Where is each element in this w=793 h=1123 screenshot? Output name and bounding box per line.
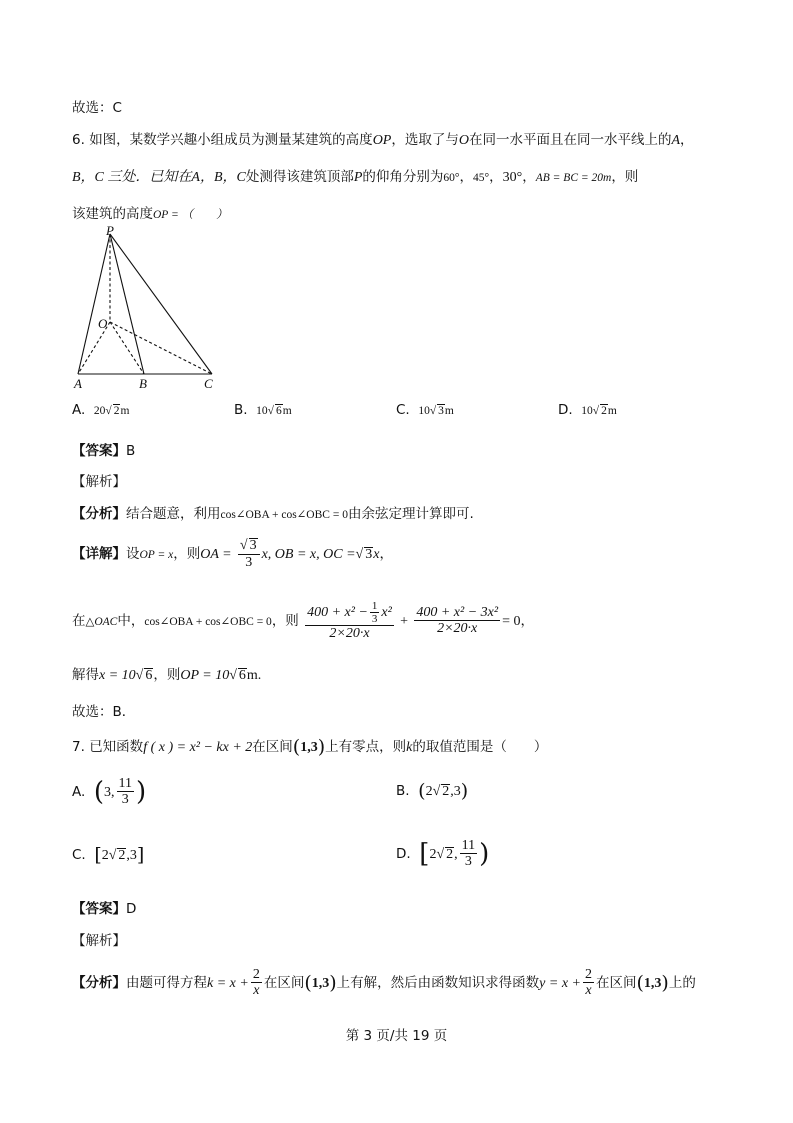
q6-number: 6. — [72, 132, 85, 148]
q7-option-d[interactable]: D. [2√ 2, $\frac{11}{3}$ ) — [396, 838, 490, 870]
q7-option-a[interactable]: A. (3, $\frac{11}{3}$ ) — [72, 776, 147, 808]
geometry-figure — [70, 222, 230, 394]
previous-answer: 故选：C — [72, 100, 122, 116]
q6-line-3: 该建筑的高度OP = （ ） — [72, 206, 228, 222]
q6-option-d[interactable]: D. 10√ 2m — [558, 402, 617, 418]
q6-end-answer: 故选：B． — [72, 704, 136, 720]
q6-analysis-label: 【解析】 — [72, 474, 126, 490]
q7-stem: 7. 已知函数f ( x ) = x² − kx + 2在区间(1,3)上有零点，则k的取值范围是（ ） — [72, 736, 548, 758]
q7-analysis-label: 【解析】 — [72, 933, 126, 949]
edge-OB — [110, 322, 144, 374]
edge-PB — [110, 234, 144, 374]
q6-solve: 解得x = 10√ 6，则OP = 10√ 6m. — [72, 667, 262, 683]
edge-OC — [110, 322, 212, 374]
q6-detail: 【详解】设OP = x，则OA = $\frac{√ 3}{3}$ x, OB = x, OC =√ 3x， — [72, 538, 393, 570]
q7-option-b[interactable]: B. (2√ 2,3) — [396, 780, 469, 802]
edge-PC — [110, 234, 212, 374]
q7-option-c[interactable]: C. [2√ 2,3] — [72, 844, 145, 866]
q6-answer: 【答案】B — [72, 443, 136, 459]
page-footer: 第 3 页/共 19 页 — [345, 1028, 448, 1044]
label-C: C — [204, 376, 213, 391]
q6-line-2: B，C 三处．已知在A，B，C处测得该建筑顶部P的仰角分别为60°，45°，30°，AB = BC = 20m，则 — [72, 169, 639, 185]
q6-option-c[interactable]: C. 10√ 3m — [396, 402, 454, 418]
q6-option-a[interactable]: A. 20√ 2m — [72, 402, 130, 418]
label-P: P — [106, 223, 114, 238]
q6-line-1: 6. 如图，某数学兴趣小组成员为测量某建筑的高度OP，选取了与O在同一水平面且在同一水平线上的A， — [72, 132, 694, 148]
label-B: B — [139, 376, 147, 391]
q6-triangle-eq: 在△OAC中，cos∠OBA + cos∠OBC = 0，则 400 + x² − $\frac{1}{3}$ x² 2×20·x + $\frac{\text{400 + x² − 3x²}}{2\times 20\cdot x}$ = 0， — [72, 600, 534, 642]
edge-PA — [78, 234, 110, 374]
q6-fenxi: 【分析】结合题意，利用cos∠OBA + cos∠OBC = 0由余弦定理计算即可. — [72, 506, 474, 522]
q7-fenxi: 【分析】由题可得方程k = x + $\frac{2}{x}$ 在区间(1,3)上有解，然后由函数知识求得函数y = x + $\frac{2}{x}$ 在区间(1,3)上的 — [72, 967, 696, 999]
q6-option-b[interactable]: B. 10√ 6m — [234, 402, 292, 418]
label-O: O — [98, 316, 108, 331]
label-A: A — [74, 376, 82, 391]
q7-answer: 【答案】D — [72, 901, 137, 917]
